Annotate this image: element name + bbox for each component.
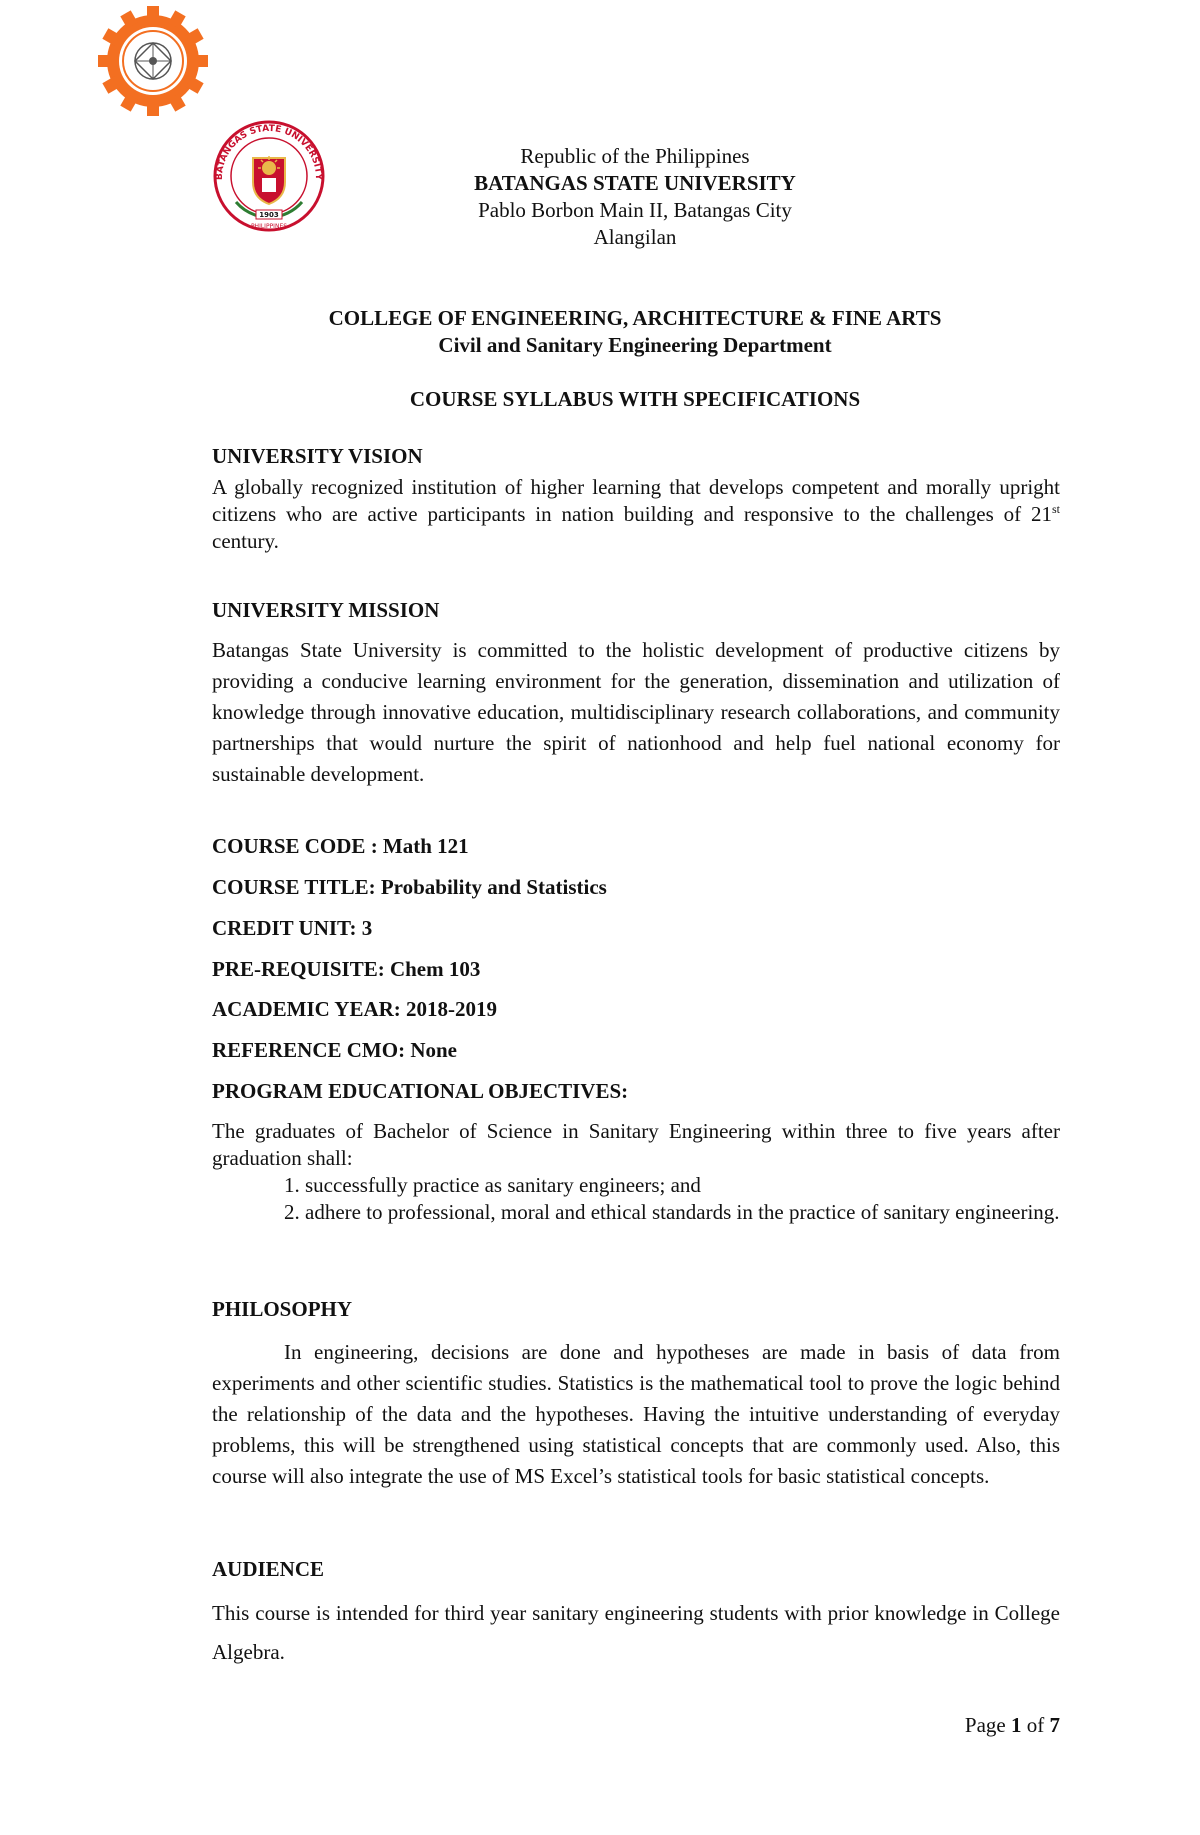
republic-line: Republic of the Philippines (520, 144, 750, 168)
mission-text: Batangas State University is committed to the holistic development of productive citizens by providing a conducive learning environment for the generation, dissemination and utilization of knowledge through innovative education, multidisciplinary research collaborations, and community partnerships that would nurture the spirit of nationhood and help fuel national economy for sustainable development. (212, 638, 1060, 786)
university-address: Pablo Borbon Main II, Batangas City (478, 198, 792, 222)
reference-cmo: REFERENCE CMO: None (212, 1038, 457, 1062)
philosophy-heading: PHILOSOPHY (212, 1297, 353, 1321)
current-page: 1 (1011, 1713, 1022, 1737)
objective-item-1: 1. successfully practice as sanitary engineers; and (284, 1173, 701, 1197)
page-word: Page (964, 1713, 1006, 1737)
mission-heading: UNIVERSITY MISSION (212, 598, 440, 622)
credit-unit: CREDIT UNIT: 3 (212, 916, 373, 940)
of-word: of (1026, 1713, 1045, 1737)
audience-heading: AUDIENCE (212, 1557, 325, 1581)
vision-text-end: century. (212, 529, 279, 553)
page-number (940, 1713, 1060, 1738)
vision-sentence (212, 475, 1060, 553)
objectives-heading: PROGRAM EDUCATIONAL OBJECTIVES: (212, 1079, 629, 1103)
total-pages: 7 (1049, 1713, 1060, 1737)
vision-text (212, 474, 1060, 555)
campus-name: Alangilan (593, 225, 677, 249)
vision-text-main: A globally recognized institution of higher learning that develops competent and morally upright citizens who are active participants in nation building and responsive to the challenges of 21 (212, 475, 1060, 526)
course-title: COURSE TITLE: Probability and Statistics (212, 875, 607, 899)
department-name: Civil and Sanitary Engineering Department (438, 333, 832, 357)
svg-text:BATANGAS STATE UNIVERSITY: BATANGAS STATE UNIVERSITY (214, 123, 324, 181)
engineering-gear-logo (98, 6, 208, 116)
svg-text:PHILIPPINES: PHILIPPINES (250, 223, 288, 230)
document-title: COURSE SYLLABUS WITH SPECIFICATIONS (409, 387, 861, 411)
vision-superscript: st (1051, 502, 1060, 516)
college-name: COLLEGE OF ENGINEERING, ARCHITECTURE & FINE ARTS (328, 306, 942, 330)
philosophy-text: In engineering, decisions are done and hypotheses are made in basis of data from experiments and other scientific studies. Statistics is the mathematical tool to prove the logic behind the relationship of the data and the hypotheses. Having the intuitive understanding of everyday problems, this will be strengthened using statistical concepts that are commonly used. Also, this course will also integrate the use of MS Excel’s statistical tools for basic statistical concepts. (212, 1340, 1060, 1488)
course-code: COURSE CODE : Math 121 (212, 834, 469, 858)
vision-heading: UNIVERSITY VISION (212, 444, 423, 468)
objectives-intro: The graduates of Bachelor of Science in Sanitary Engineering within three to five years after graduation shall: (212, 1119, 1060, 1170)
university-name: BATANGAS STATE UNIVERSITY (474, 171, 796, 195)
objective-item-2: 2. adhere to professional, moral and ethical standards in the practice of sanitary engineering. (284, 1200, 1060, 1224)
audience-text: This course is intended for third year sanitary engineering students with prior knowledge in College Algebra. (212, 1601, 1060, 1664)
academic-year: ACADEMIC YEAR: 2018-2019 (212, 997, 498, 1021)
pre-requisite: PRE-REQUISITE: Chem 103 (212, 957, 481, 981)
svg-text:1903: 1903 (259, 211, 279, 219)
